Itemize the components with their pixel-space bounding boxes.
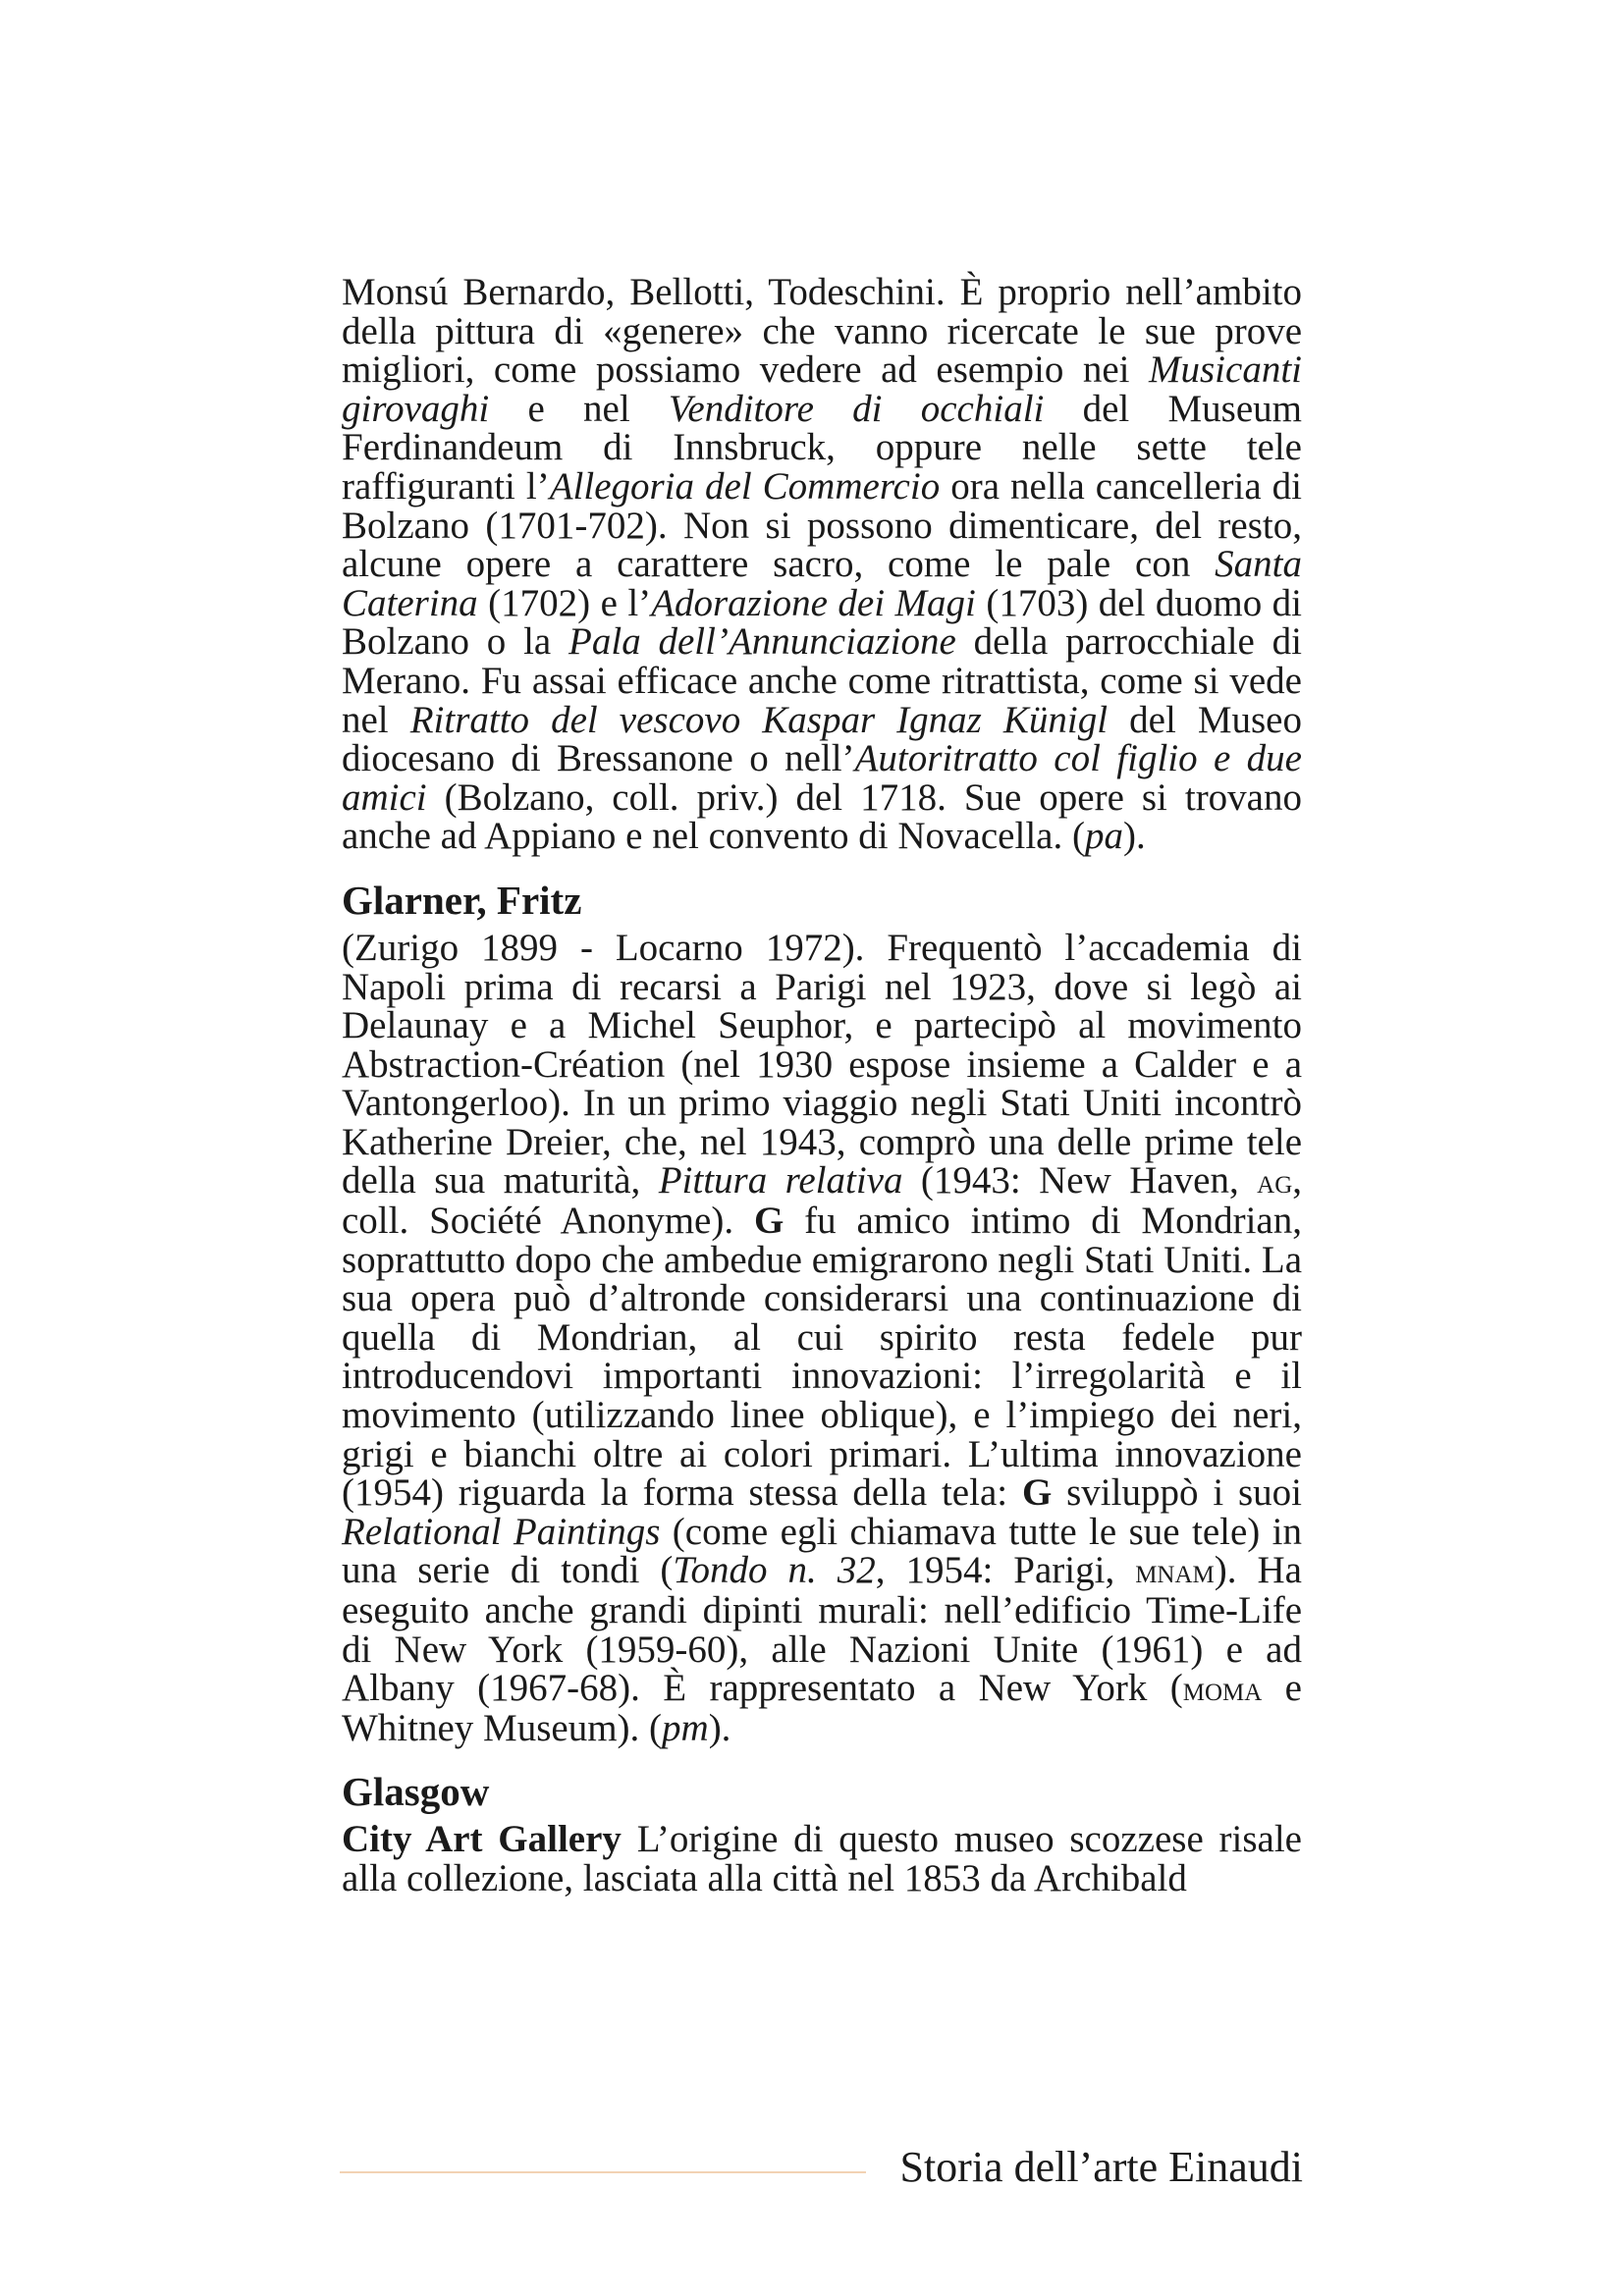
italic-text: Santa Caterina: [342, 543, 1302, 624]
footer-rule: [340, 2171, 866, 2173]
entry-body: [342, 1820, 1302, 1897]
italic-text: pa: [1084, 815, 1123, 858]
body-text: ). Ha eseguito anche grandi dipinti murali: nell’edificio Time-Life di New York (1959-60), alle Nazioni Unite (1961) e ad Albany (1967-68). È rappresentato a New York (: [342, 1549, 1302, 1710]
body-text: e Whitney Museum). (: [342, 1667, 1302, 1749]
bold-text: G: [1021, 1471, 1053, 1515]
footer-title: Storia dell’arte Einaudi: [899, 2143, 1303, 2191]
italic-text: Adorazione dei Magi: [651, 581, 976, 624]
abbreviation: mnam: [1135, 1551, 1215, 1591]
body-text: fu amico intimo di Mondrian, soprattutto dopo che ambedue emigrarono negli Stati Uniti. La sua opera può d’altronde considerarsi una continuazione di quella di Mondrian, al cui spirito resta fedele pur introducendovi importanti innovazioni: l’irregolarità e il movimento (utilizzando linee oblique), e l’impiego dei neri, grigi e bianchi oltre ai colori primari. L’ultima innovazione (1954) riguarda la forma stessa della tela:: [342, 1200, 1303, 1515]
body-text: (Zurigo 1899 - Locarno 1972). Frequentò l’accademia di Napoli prima di recarsi a Parigi nel 1923, dove si legò ai Delaunay e a Michel Seuphor, e partecipò al movimento Abstraction-Création (nel 1930 espose insieme a Calder e a Vantongerloo). In un primo viaggio negli Stati Uniti incontrò Katherine Dreier, che, nel 1943, comprò una delle prime tele della sua maturità,: [342, 926, 1302, 1202]
bold-text: G: [753, 1200, 784, 1243]
body-text: Monsú Bernardo, Bellotti, Todeschini. È proprio nell’ambito della pittura di «genere» che vanno ricercate le sue prove migliori, come possiamo vedere ad esempio nei: [342, 271, 1302, 392]
body-text: del Museo diocesano di Bressanone o nell’: [342, 698, 1302, 780]
abbreviation: ag: [1257, 1161, 1293, 1201]
italic-text: Venditore di occhiali: [668, 387, 1045, 430]
bold-text: City Art Gallery: [342, 1818, 622, 1861]
body-text: sviluppò i suoi: [1052, 1471, 1303, 1515]
body-text: (1703) del duomo di Bolzano o la: [342, 581, 1302, 664]
body-text: (Bolzano, coll. priv.) del 1718. Sue opere si trovano anche ad Appiano e nel convento di Novacella. (: [342, 775, 1302, 858]
body-text: e nel: [489, 387, 669, 430]
italic-text: Pala dell’Annunciazione: [568, 620, 956, 664]
body-text: L’origine di questo museo scozzese risale alla collezione, lasciata alla città nel 1853 da Archibald: [342, 1818, 1302, 1899]
body-text: , 1954: Parigi,: [875, 1549, 1136, 1592]
italic-text: pm: [662, 1706, 709, 1749]
italic-text: Relational Paintings: [342, 1510, 661, 1553]
body-text: del Museum Ferdinandeum di Innsbruck, oppure nelle sette tele raffiguranti l’: [342, 387, 1302, 507]
italic-text: Allegoria del Commercio: [549, 464, 941, 507]
body-text: (come egli chiamava tutte le sue tele) in una serie di tondi (: [342, 1510, 1302, 1592]
abbreviation: moma: [1182, 1669, 1263, 1709]
italic-text: Musicanti girovaghi: [342, 348, 1302, 430]
body-text: , coll. Société Anonyme).: [342, 1159, 1302, 1243]
body-text: (1702) e l’: [477, 581, 652, 624]
italic-text: Autoritratto col figlio e due amici: [342, 737, 1302, 819]
body-text: della parrocchiale di Merano. Fu assai efficace anche come ritrattista, come si vede nel: [342, 620, 1302, 741]
italic-text: Tondo n. 32: [673, 1549, 876, 1592]
body-text: ).: [708, 1706, 731, 1749]
text-column: [342, 273, 1302, 1898]
entry-body: [342, 273, 1302, 856]
body-text: ora nella cancelleria di Bolzano (1701-702). Non si possono dimenticare, del resto, alcune opere a carattere sacro, come le pale con: [342, 464, 1302, 586]
italic-text: Pittura relativa: [658, 1159, 903, 1202]
entry-body: [342, 926, 1303, 1749]
body-text: (1943: New Haven,: [902, 1159, 1258, 1202]
body-text: ).: [1122, 815, 1146, 858]
entry-heading: Glasgow: [342, 1769, 490, 1815]
entry-heading: Glarner, Fritz: [342, 877, 582, 923]
italic-text: Ritratto del vescovo Kaspar Ignaz Künigl: [409, 698, 1109, 741]
